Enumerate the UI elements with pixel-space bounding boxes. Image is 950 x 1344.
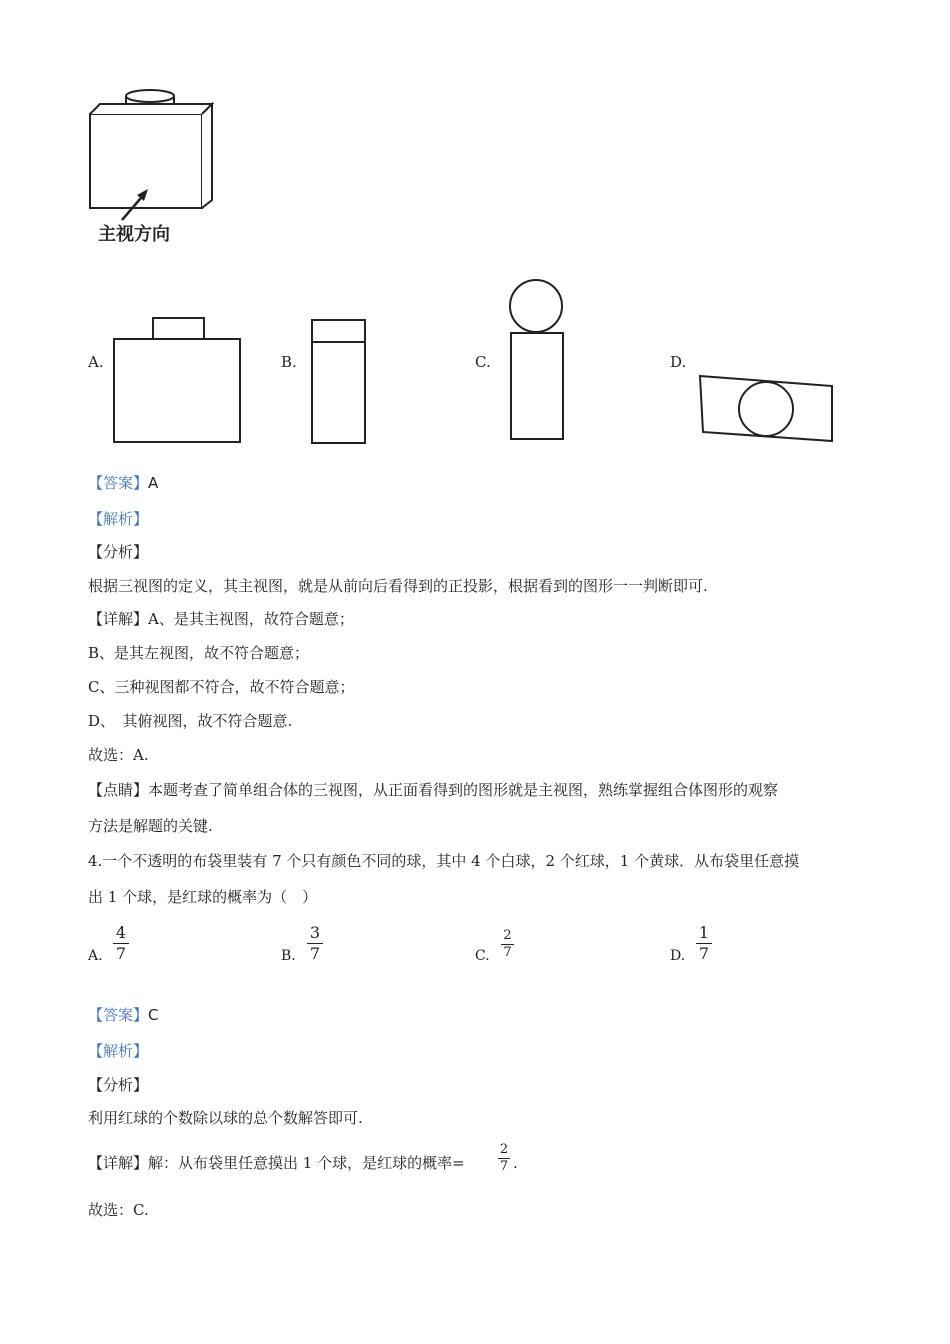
q4-option-b-den: 7 <box>309 944 321 963</box>
q4-stem-line2: 出 1 个球，是红球的概率为（ ） <box>88 888 318 906</box>
q4-option-c-den: 7 <box>503 945 512 960</box>
q4-fenxi-tag: 【分析】 <box>88 1076 149 1094</box>
q3-option-b: B. <box>281 353 297 371</box>
q4-detail-den: 7 <box>499 1159 509 1174</box>
q4-option-c-label: C. <box>475 948 490 964</box>
q4-option-d-den: 7 <box>698 944 710 963</box>
q3-detail-line2: B、是其左视图，故不符合题意； <box>88 644 310 662</box>
direction-label: 主视方向 <box>98 224 170 245</box>
q3-fenxi-tag: 【分析】 <box>88 543 149 561</box>
q4-option-d-label: D. <box>670 948 686 964</box>
q4-option-a-num: 4 <box>115 923 127 942</box>
q4-option-b-fraction <box>307 924 323 963</box>
q4-fenxi-text: 利用红球的个数除以球的总个数解答即可. <box>88 1109 363 1127</box>
q4-option-b-num: 3 <box>309 923 321 942</box>
q4-analysis-tag: 【解析】 <box>88 1042 149 1060</box>
q4-option-c-fraction <box>501 929 514 960</box>
q4-option-b-label: B. <box>281 948 296 964</box>
q3-option-d: D. <box>670 353 687 371</box>
q4-answer-value: C <box>148 1006 159 1024</box>
q3-fenxi-text: 根据三视图的定义，其主视图，就是从前向后看得到的正投影，根据看到的图形一一判断即可. <box>88 577 708 595</box>
q4-option-a-den: 7 <box>115 944 127 963</box>
q3-detail-tag: 【详解】 <box>88 610 149 628</box>
q3-comment-tag: 【点睛】 <box>88 781 149 799</box>
q4-detail-num: 2 <box>499 1142 509 1157</box>
q4-option-c-num: 2 <box>503 928 512 943</box>
q4-select: 故选：C. <box>88 1201 149 1219</box>
q4-stem-line1: 4.一个不透明的布袋里装有 7 个只有颜色不同的球，其中 4 个白球，2 个红球，1 个黄球．从布袋里任意摸 <box>88 852 800 870</box>
q3-analysis-tag: 【解析】 <box>88 510 149 528</box>
q4-option-a-label: A. <box>88 948 103 964</box>
q3-detail-line4: D、 其俯视图，故不符合题意. <box>88 712 293 730</box>
q4-answer-tag: 【答案】 <box>88 1006 149 1024</box>
q4-detail-text: 解：从布袋里任意摸出 1 个球，是红球的概率= <box>148 1154 465 1172</box>
q4-option-d-fraction <box>696 924 712 963</box>
q3-answer-tag: 【答案】 <box>88 474 149 492</box>
q4-detail-tag: 【详解】 <box>88 1154 149 1172</box>
q3-option-c: C. <box>475 353 491 371</box>
q3-option-a: A. <box>88 353 104 371</box>
q4-detail-fraction <box>498 1143 510 1174</box>
q4-detail-end: . <box>513 1154 518 1172</box>
q3-answer-value: A <box>148 474 159 492</box>
q3-detail-line1: A、是其主视图，故符合题意； <box>148 610 354 628</box>
q3-select: 故选：A. <box>88 746 149 764</box>
q4-option-a-fraction <box>113 924 129 963</box>
q3-comment-line1: 本题考查了简单组合体的三视图，从正面看得到的图形就是主视图，熟练掌握组合体图形的观察 <box>148 781 779 799</box>
q3-comment-line2: 方法是解题的关键. <box>88 817 213 835</box>
q4-option-d-num: 1 <box>698 923 710 942</box>
q3-detail-line3: C、三种视图都不符合，故不符合题意； <box>88 678 355 696</box>
